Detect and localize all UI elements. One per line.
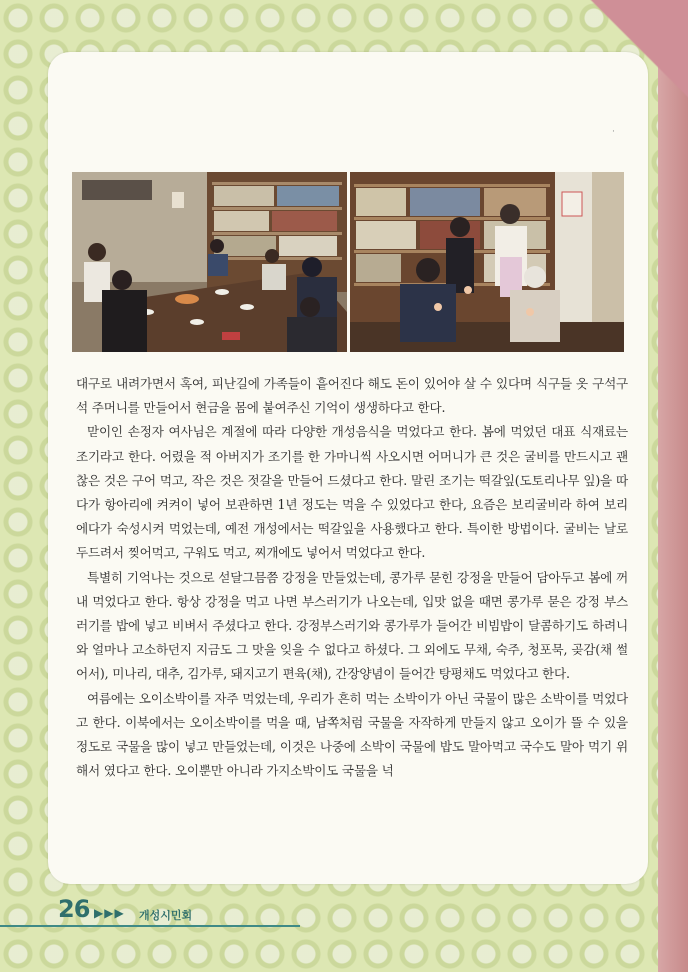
page-footer: [0, 895, 688, 941]
page-number: 26: [58, 895, 90, 923]
group-photo: [350, 172, 624, 352]
article-body: [76, 372, 628, 783]
paragraph: 대구로 내려가면서 혹여, 피난길에 가족들이 흩어진다 해도 돈이 있어야 살 수 있다며 식구들 옷 구석구석 주머니를 만들어서 현금을 몸에 붙여주신 기억이 생생하다고 한다.: [76, 376, 628, 416]
arrow-icon: ▶▶▶: [94, 906, 125, 920]
paragraph: 여름에는 오이소박이를 자주 먹었는데, 우리가 흔히 먹는 소박이가 아닌 국물이 많은 소박이를 먹었다고 한다. 이북에서는 오이소박이를 먹을 때, 남쪽처럼 국물을 자작하게 만들지 않고 오이가 뜰 수 있을 정도로 국물을 많이 넣고 만들었는데, 이것은 나중에 소박이 국물에 밥도 말아먹고 국수도 말아 먹기 위해서 였다고 한다. 오이뿐만 아니라 가지소박이도 국물을 넉: [76, 690, 628, 779]
footer-rule: [0, 925, 300, 927]
scan-mark: ·: [612, 127, 615, 137]
side-ribbon: [658, 0, 688, 972]
meeting-photo: [72, 172, 347, 352]
publication-name: 개성시민회: [139, 909, 193, 922]
paragraph: 특별히 기억나는 것으로 섣달그믐쯤 강정을 만들었는데, 콩가루 묻힌 강정을 만들어 담아두고 봄에 꺼내 먹었다고 한다. 항상 강정을 먹고 나면 부스러기가 나오는데, 입맛 없을 때면 콩가루 묻은 강정 부스러기를 밥에 넣고 비벼서 주셨다고 한다. 강정부스러기와 콩가루가 들어간 비빔밥이 달콤하기도 하려니와 얼마나 고소하던지 지금도 그 맛을 잊을 수 없다고 하셨다. 그 외에도 무채, 숙주, 청포묵, 곶감(채 썰어서), 미나리, 대추, 김가루, 돼지고기 편육(채), 간장양념이 들어간 탕평채도 먹었다고 한다.: [76, 569, 628, 682]
paragraph: 맏이인 손정자 여사님은 계절에 따라 다양한 개성음식을 먹었다고 한다. 봄에 먹었던 대표 식재료는 조기라고 한다. 어렸을 적 아버지가 조기를 한 가마니씩 사오시면 어머니가 큰 것은 굴비를 만드시고 괜찮은 것은 구어 먹고, 작은 것은 젓갈을 만들어 드셨다고 한다. 말린 조기는 떡갈잎(도토리나무 잎)을 따다가 항아리에 켜켜이 넣어 보관하면 1년 정도는 먹을 수 있었다고 한다, 요즘은 보리굴비라 하여 보리에다가 숙성시켜 먹었는데, 예전 개성에서는 떡갈잎을 사용했다고 한다. 특이한 방법이다. 굴비는 날로 두드려서 찢어먹고, 구워도 먹고, 찌개에도 넣어서 먹었다고 한다.: [76, 424, 628, 561]
